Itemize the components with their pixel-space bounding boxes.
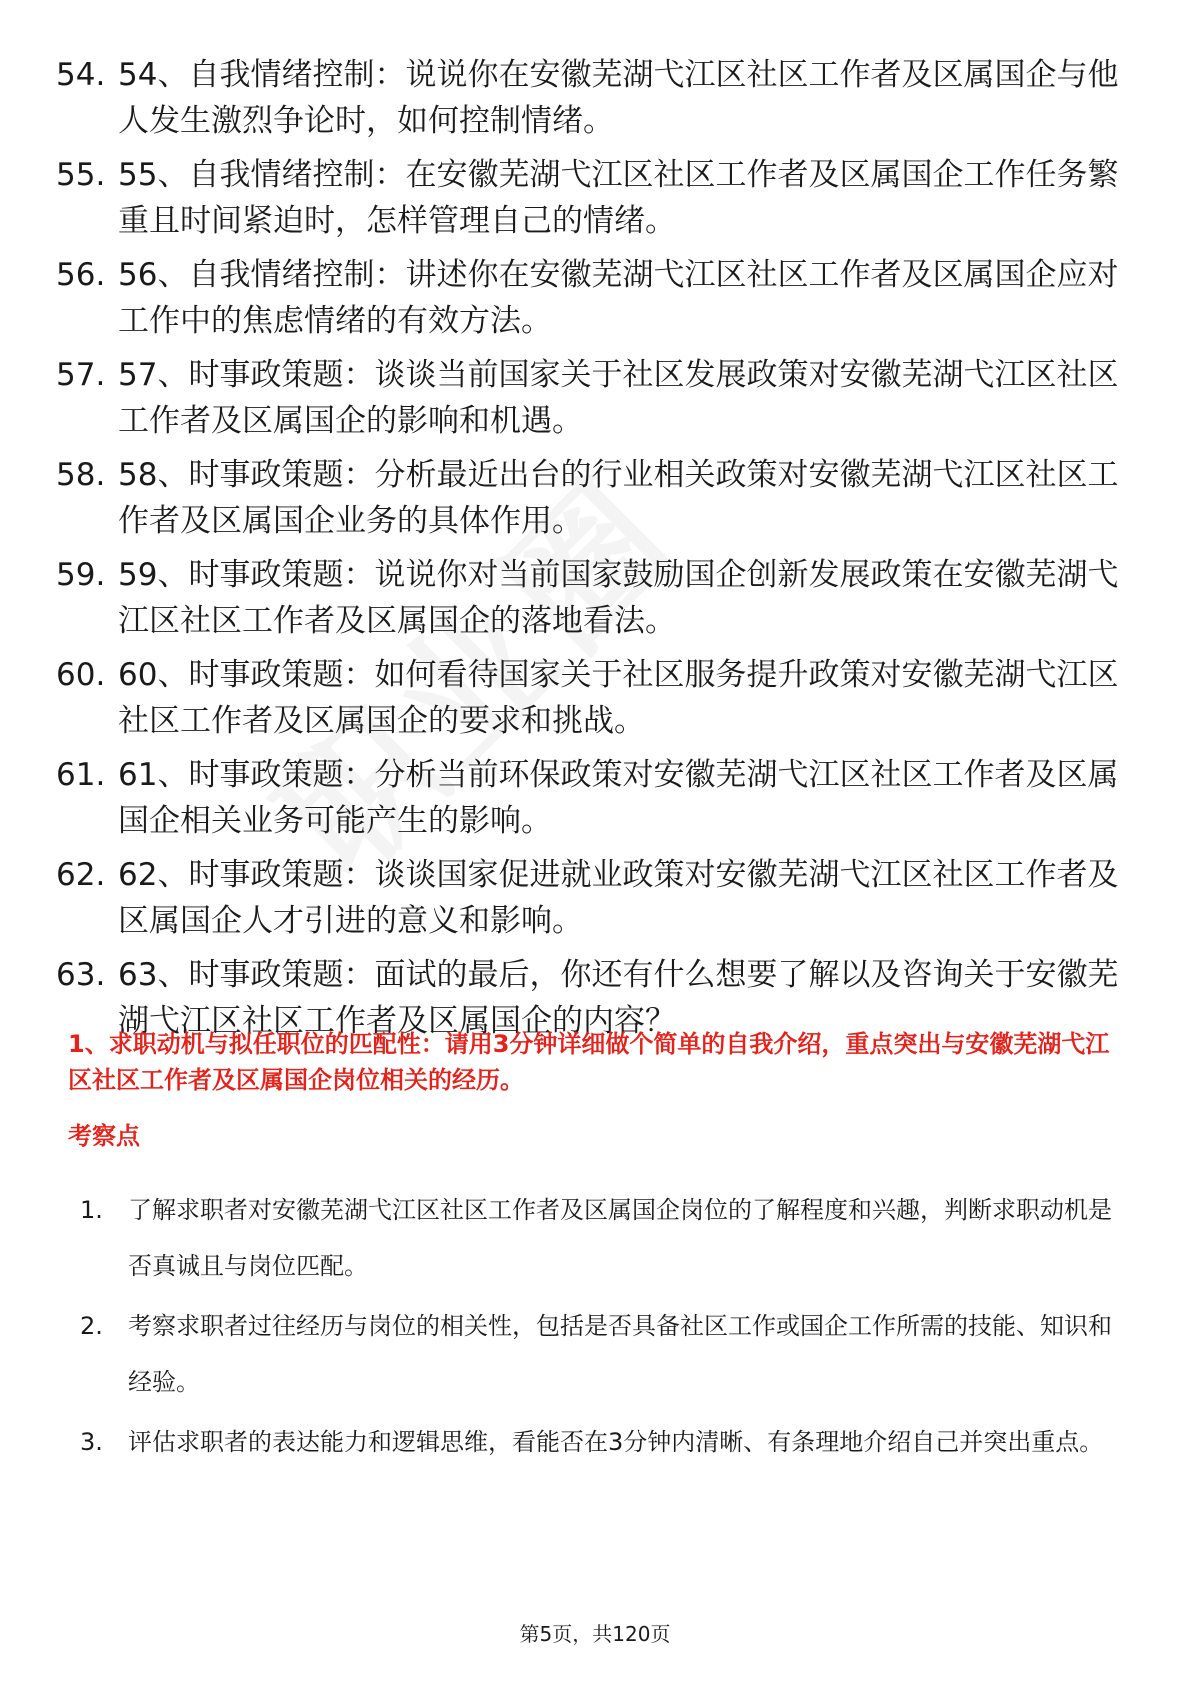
item-text: 55、自我情绪控制：在安徽芜湖弋江区社区工作者及区属国企工作任务繁重且时间紧迫时，怎样管理自己的情绪。 [118,157,1119,239]
item-text: 57、时事政策题：谈谈当前国家关于社区发展政策对安徽芜湖弋江区社区工作者及区属国企的影响和机遇。 [118,357,1119,439]
list-item [68,1414,1128,1470]
question-list [56,52,1136,1052]
item-text: 59、时事政策题：说说你对当前国家鼓励国企创新发展政策在安徽芜湖弋江区社区工作者及区属国企的落地看法。 [118,557,1119,639]
list-item [56,652,1136,744]
item-number: 55. [56,157,106,193]
item-text: 58、时事政策题：分析最近出台的行业相关政策对安徽芜湖弋江区社区工作者及区属国企业务的具体作用。 [118,457,1119,539]
list-item [68,1298,1128,1410]
item-text: 60、时事政策题：如何看待国家关于社区服务提升政策对安徽芜湖弋江区社区工作者及区属国企的要求和挑战。 [118,657,1119,739]
list-item [56,252,1136,344]
item-text: 考察求职者过往经历与岗位的相关性，包括是否具备社区工作或国企工作所需的技能、知识和经验。 [128,1312,1112,1396]
item-number: 2. [80,1312,103,1340]
item-text: 54、自我情绪控制：说说你在安徽芜湖弋江区社区工作者及区属国企与他人发生激烈争论时，如何控制情绪。 [118,57,1119,139]
item-text: 评估求职者的表达能力和逻辑思维，看能否在3分钟内清晰、有条理地介绍自己并突出重点。 [128,1428,1104,1456]
list-item [56,152,1136,244]
list-item [56,352,1136,444]
list-item [68,1182,1128,1294]
item-number: 60. [56,657,106,693]
item-number: 3. [80,1428,103,1456]
item-number: 1. [80,1196,103,1224]
list-item [56,852,1136,944]
list-item [56,552,1136,644]
item-text: 61、时事政策题：分析当前环保政策对安徽芜湖弋江区社区工作者及区属国企相关业务可能产生的影响。 [118,757,1119,839]
page-footer: 第5页，共120页 [519,1622,671,1646]
item-number: 54. [56,57,106,93]
list-item [56,752,1136,844]
question-section [68,1026,1128,1474]
section-subtitle: 考察点 [68,1122,140,1150]
item-text: 63、时事政策题：面试的最后，你还有什么想要了解以及咨询关于安徽芜湖弋江区社区工作者及区属国企的内容？ [118,957,1119,1039]
item-number: 63. [56,957,106,993]
item-number: 59. [56,557,106,593]
list-item [56,52,1136,144]
item-text: 56、自我情绪控制：讲述你在安徽芜湖弋江区社区工作者及区属国企应对工作中的焦虑情绪的有效方法。 [118,257,1119,339]
item-number: 62. [56,857,106,893]
section-title: 1、求职动机与拟任职位的匹配性：请用3分钟详细做个简单的自我介绍，重点突出与安徽芜湖弋江区社区工作者及区属国企岗位相关的经历。 [68,1030,1110,1094]
list-item [56,452,1136,544]
item-number: 56. [56,257,106,293]
item-text: 62、时事政策题：谈谈国家促进就业政策对安徽芜湖弋江区社区工作者及区属国企人才引进的意义和影响。 [118,857,1119,939]
item-number: 57. [56,357,106,393]
assessment-points [68,1182,1128,1470]
item-number: 61. [56,757,106,793]
item-text: 了解求职者对安徽芜湖弋江区社区工作者及区属国企岗位的了解程度和兴趣，判断求职动机是否真诚且与岗位匹配。 [128,1196,1112,1280]
item-number: 58. [56,457,106,493]
